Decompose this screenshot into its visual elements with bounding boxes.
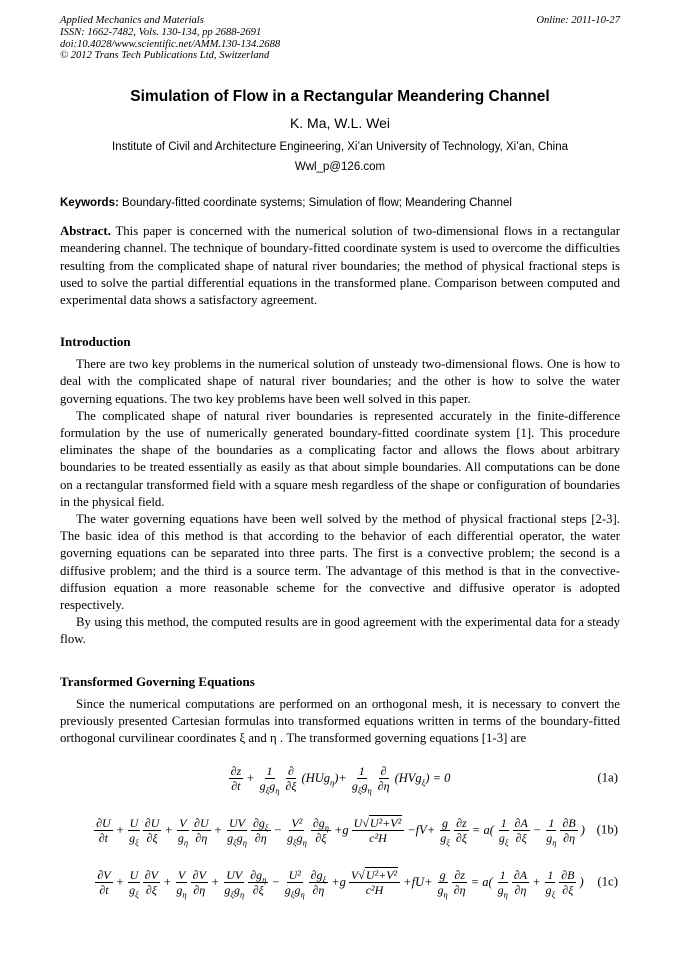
fraction: $\frac{UV}{g_\xi g_\eta}$ xyxy=(227,815,247,848)
fraction: $\frac{V}{g_\eta}$ xyxy=(177,815,189,848)
email-address: Wwl_p@126.com xyxy=(294,161,386,174)
fraction: $\frac{1}{g_\xi g_\eta}$ xyxy=(259,763,280,796)
equation-body xyxy=(228,763,453,796)
equation-text: − xyxy=(271,874,280,889)
equation-text: = a( xyxy=(470,874,493,889)
fraction: $\frac{\partial}{\partial\xi}$ xyxy=(285,763,297,793)
fraction: $\frac{\partial z}{\partial\eta}$ xyxy=(453,867,466,897)
fraction: $\frac{\partial U}{\partial\eta}$ xyxy=(194,815,209,845)
online-date: Online: 2011-10-27 xyxy=(536,15,620,26)
journal-name: Applied Mechanics and Materials xyxy=(60,15,204,26)
copyright-line: © 2012 Trans Tech Publications Ltd, Switzerland xyxy=(60,50,270,62)
equation-text: + xyxy=(213,822,223,837)
equation-text: − xyxy=(273,822,282,837)
fraction: $\frac{\text{V√U²+V²}}{\text{c²H}}$ xyxy=(349,868,400,897)
section-heading-transformed-governing-equations: Transformed Governing Equations xyxy=(60,673,255,689)
fraction: $\frac{g}{g_\eta}$ xyxy=(437,867,448,900)
fraction: $\frac{1}{g_\xi}$ xyxy=(545,867,556,900)
equation-row xyxy=(60,807,620,853)
equation-text: ) xyxy=(579,874,584,889)
fraction: $\frac{\partial}{\partial\eta}$ xyxy=(377,763,390,793)
equation-row xyxy=(60,859,620,905)
equation-text: + xyxy=(115,874,125,889)
fraction: $\frac{U}{g_\xi}$ xyxy=(129,867,139,900)
fraction: $\frac{\text{V²}}{g_\xi g_\eta}$ xyxy=(286,815,307,848)
equations-block xyxy=(60,755,620,905)
equation-body xyxy=(93,815,587,848)
authors: K. Ma, W.L. Wei xyxy=(289,115,391,132)
fraction: $\frac{\partial A}{\partial\xi}$ xyxy=(514,815,528,845)
equation-text: +fU+ xyxy=(403,874,433,889)
fraction: $\frac{\partial B}{\partial\xi}$ xyxy=(561,867,575,897)
equation-text: ) xyxy=(580,822,585,837)
keywords-line xyxy=(60,197,620,209)
fraction: $\frac{UV}{g_\xi g_\eta}$ xyxy=(224,867,245,900)
fraction: $\frac{U}{g_\xi}$ xyxy=(129,815,139,848)
paragraph: Since the numerical computations are performed on an orthogonal mesh, it is necessary to convert the previously presented Cartesian formulas into transformed equations written in terms of the boundary-fitted orthogonal curvilinear coordinates ξ and η . The transformed governing equations [1-3] are xyxy=(60,696,620,746)
abstract xyxy=(60,223,620,309)
fraction: $\frac{\partial V}{\partial t}$ xyxy=(97,867,111,897)
fraction: $\frac{\partial g_\xi}{\partial\eta}$ xyxy=(310,867,327,897)
fraction: $\frac{1}{g_\eta}$ xyxy=(546,815,557,848)
radical: √U²+V² xyxy=(358,867,398,882)
journal-header-left xyxy=(60,15,280,62)
equation-label: (1b) xyxy=(596,822,618,837)
equation-text: + xyxy=(162,874,172,889)
paragraph: The complicated shape of natural river boundaries is represented accurately in the finite-difference formulation by the use of numerically generated boundary-fitted coordinate system [1]. This procedure eliminates the shape of the boundaries as a complicating factor and allows the flows about arbitrary boundaries to be treated essentially as easily as that about simple boundaries. All computations can be done on a rectangular transformed field with a square mesh regardless of the shape or configuration of boundaries in the physical field. xyxy=(60,408,620,509)
paragraph: The water governing equations have been well solved by the method of physical fractional steps [2-3]. The basic idea of this method is that according to the behavior of each differential operator, the water governing equations can be separated into three parts. The first is a convective problem; the second is a diffusive problem; and the third is a source term. The advantage of this method is that in the convective-diffusion equation a more reasonable scheme for the convective and diffusive operator is adopted respectively. xyxy=(60,512,620,613)
equation-row xyxy=(60,755,620,801)
equation-text: + xyxy=(246,770,255,785)
paper-title: Simulation of Flow in a Rectangular Meandering Channel xyxy=(130,88,550,106)
equation-text: − xyxy=(532,822,542,837)
fraction: $\frac{\partial U}{\partial t}$ xyxy=(96,815,111,845)
equation-text: + xyxy=(210,874,220,889)
paragraph: By using this method, the computed results are in good agreement with the experimental data for a steady flow. xyxy=(60,615,620,647)
fraction: $\frac{1}{g_\eta}$ xyxy=(497,867,508,900)
fraction: $\frac{\partial z}{\partial\xi}$ xyxy=(455,815,467,845)
section-heading-introduction: Introduction xyxy=(60,334,131,350)
doi-line: doi:10.4028/www.scientific.net/AMM.130-134.2688 xyxy=(60,38,281,50)
affiliation: Institute of Civil and Architecture Engineering, Xi’an University of Technology, Xi’an, China xyxy=(112,141,568,154)
keywords-label: Keywords: xyxy=(60,197,119,210)
fraction: $\frac{\partial g_\eta}{\partial\xi}$ xyxy=(250,867,267,897)
equation-text: −fV+ xyxy=(407,822,436,837)
equation-text: + xyxy=(532,874,541,889)
equation-body xyxy=(94,867,585,900)
equation-text: (HVg$_\xi$) = 0 xyxy=(394,770,451,788)
fraction: $\frac{\text{U²}}{g_\xi g_\eta}$ xyxy=(284,867,305,900)
fraction: $\frac{\text{U√U²+V²}}{\text{c²H}}$ xyxy=(352,816,405,845)
fraction: $\frac{1}{g_\xi g_\eta}$ xyxy=(351,763,372,796)
equation-label: (1c) xyxy=(597,874,618,889)
fraction: $\frac{\partial V}{\partial\eta}$ xyxy=(192,867,206,897)
equation-label: (1a) xyxy=(597,770,618,785)
fraction: $\frac{g}{g_\xi}$ xyxy=(440,815,450,848)
radical: √U²+V² xyxy=(362,815,402,830)
fraction: $\frac{\partial V}{\partial\xi}$ xyxy=(144,867,158,897)
abstract-text: This paper is concerned with the numerical solution of two-dimensional flows in a rectangular meandering channel. The technique of boundary-fitted coordinate system is used to overcome the difficulties resulting from the complicated shape of natural river boundaries; the method of physical fractional steps is used to solve the partial differential equations in the transformed plane. Comparison between computed and experimental data shows a satisfactory agreement. xyxy=(60,224,621,307)
equation-text: +g xyxy=(331,874,346,889)
issn-line: ISSN: 1662-7482, Vols. 130-134, pp 2688-2691 xyxy=(60,26,262,38)
equation-text: + xyxy=(164,822,173,837)
fraction: $\frac{\partial g_\xi}{\partial\eta}$ xyxy=(252,815,269,845)
fraction: $\frac{1}{g_\xi}$ xyxy=(498,815,509,848)
fraction: $\frac{V}{g_\eta}$ xyxy=(176,867,187,900)
fraction: $\frac{\partial A}{\partial\eta}$ xyxy=(513,867,528,897)
paragraph: There are two key problems in the numerical solution of unsteady two-dimensional flows. One is how to deal with the complicated shape of natural river boundaries; and the other is how to solve the water governing equations. The two key problems have been well solved in this paper. xyxy=(60,357,620,406)
fraction: $\frac{\partial g_\eta}{\partial\xi}$ xyxy=(312,815,329,845)
keywords-text: Boundary-fitted coordinate systems; Simulation of flow; Meandering Channel xyxy=(122,197,512,210)
equation-text: + xyxy=(115,822,125,837)
fraction: $\frac{\partial z}{\partial t}$ xyxy=(230,763,242,793)
fraction: $\frac{\partial B}{\partial\eta}$ xyxy=(562,815,576,845)
fraction: $\frac{\partial U}{\partial\xi}$ xyxy=(144,815,160,845)
equation-text: = a( xyxy=(471,822,494,837)
abstract-label: Abstract. xyxy=(60,224,111,239)
journal-header xyxy=(60,15,620,62)
equation-text: (HUg$_\eta$)+ xyxy=(301,770,347,788)
equation-text: +g xyxy=(333,822,349,837)
